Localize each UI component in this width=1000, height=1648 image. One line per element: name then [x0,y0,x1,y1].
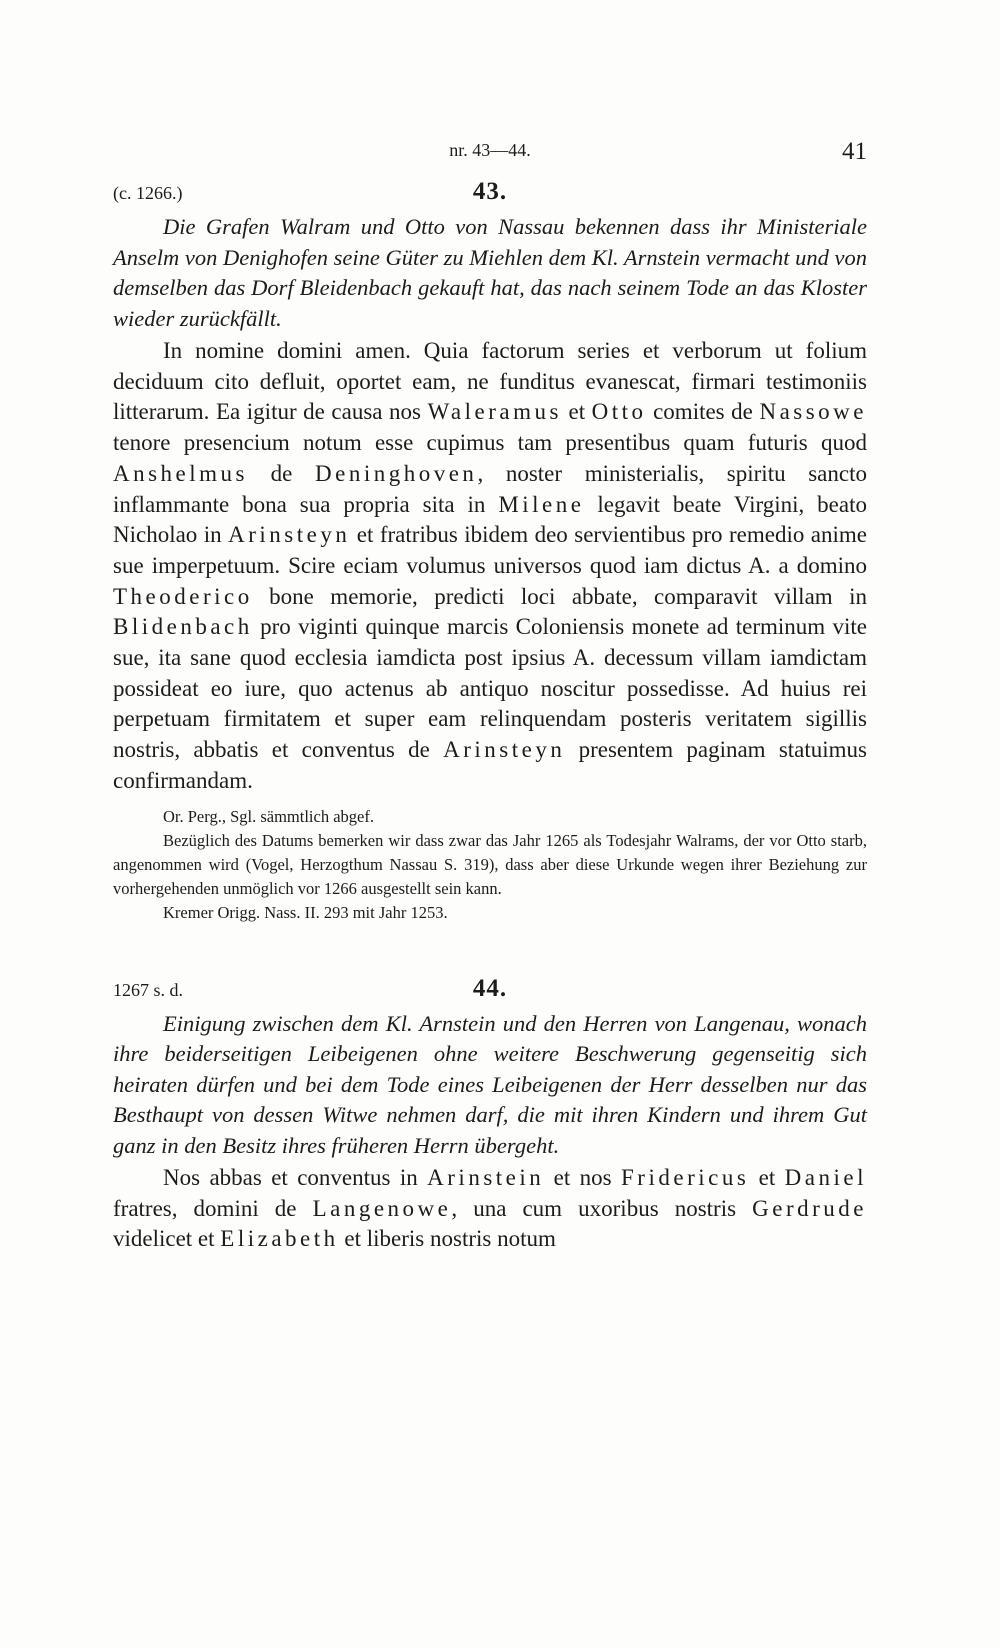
charter-text [113,1163,867,1255]
text-run: , una cum uxoribus nostris [451,1195,753,1221]
person-name: Waleramus [427,399,562,425]
entry-number: 44. [472,974,508,1002]
text-run: et [749,1165,785,1191]
text-run: fratres, domini de [113,1195,313,1221]
text-run: et liberis nostris notum [338,1226,556,1252]
person-name: Fridericus [621,1165,750,1191]
place-name: Arinsteyn [228,522,351,548]
text-run: de [248,460,316,486]
place-name: Nassowe [759,399,867,425]
text-run: et [561,399,592,425]
text-run: comites de [646,399,760,425]
entry-heading [113,969,867,1003]
regest-summary [113,212,867,334]
charter-paragraph [113,336,867,797]
running-header [113,138,867,168]
header-document-range: nr. 43—44. [449,140,531,160]
entry-44 [113,969,867,1256]
entry-date: 1267 s. d. [113,979,184,1000]
entry-number: 43. [472,178,508,205]
person-name: Otto [591,399,647,425]
document-column [113,172,867,1255]
charter-paragraph [113,1163,867,1255]
summary-text: Die Grafen Walram und Otto von Nassau bekennen dass ihr Ministeriale Anselm von Denighofen seine Güter zu Miehlen dem Kl. Arnstein vermacht und von demselben das Dorf Bleidenbach gekauft hat, das nach seinem Tode an das Kloster wieder zurückfällt. [113,214,867,331]
text-run: et nos [544,1165,622,1191]
text-run: pro viginti quinque marcis Coloniensis monete ad terminum vite sue, ita sane quod ecclesia iamdicta post ipsius A. decessum villam iamdictam possideat eo iure, quo actenus ab antiquo noscitur possedisse. Ad huius rei perpetuam firmitatem et super eam relinquendam posteris veritatem sigillis nostris, abbatis et conventus de [113,614,867,763]
person-name: Theoderico [113,583,253,609]
place-name: Langenowe [312,1195,452,1221]
place-name: Deninghoven [315,460,478,486]
place-name: Milene [498,491,585,517]
commentary-note: Bezüglich des Datums bemerken wir dass zwar das Jahr 1265 als Todesjahr Walrams, der vor Otto starb, angenommen wird (Vogel, Herzogthum Nassau S. 319), dass aber diese Urkunde wegen ihrer Beziehung zur vorhergehenden unmöglich vor 1266 ausgestellt sein kann. [113,830,867,898]
page-number: 41 [842,138,867,165]
text-run: , noster ministerialis, spiritu sancto inflammante bona sua propria sita in [113,460,867,517]
entry-heading [113,172,867,206]
entry-date: (c. 1266.) [113,183,183,203]
text-run: legavit beate Virgini, beato Nicholao in [113,491,867,548]
text-run: In nomine domini amen. Quia factorum series et verborum ut folium deciduum cito defluit, oportet eam, ne funditus evanescat, firmari testimoniis litterarum. Ea igitur de causa nos [113,338,867,425]
source-note: Or. Perg., Sgl. sämmtlich abgef. [163,806,374,826]
person-name: Elizabeth [220,1226,339,1252]
regest-summary [113,1009,867,1162]
editorial-notes [113,805,867,925]
text-run: Nos abbas et conventus in [163,1165,428,1191]
charter-text [113,336,867,797]
reference-note: Kremer Origg. Nass. II. 293 mit Jahr 1253. [163,902,448,922]
person-name: Gerdrude [752,1195,867,1221]
text-run: bone memorie, predicti loci abbate, comparavit villam in [252,583,867,609]
text-run: et fratribus ibidem deo servientibus pro remedio anime sue imperpetuum. Scire eciam volumus universos quod iam dictus A. a domino [113,522,867,578]
person-name: Daniel [784,1165,867,1191]
summary-text: Einigung zwischen dem Kl. Arnstein und den Herren von Langenau, wonach ihre beiderseitigen Leibeigenen ohne weitere Beschwerung gegenseitig sich heiraten dürfen und bei dem Tode eines Leibeigenen der Herr desselben nur das Besthaupt von dessen Witwe nehmen darf, die mit ihren Kindern und ihrem Gut ganz in den Besitz ihres früheren Herrn übergeht. [113,1010,867,1158]
entry-43 [113,172,867,925]
place-name: Arinstein [427,1165,545,1191]
place-name: Arinsteyn [443,737,566,763]
place-name: Blidenbach [113,614,253,640]
person-name: Anshelmus [113,460,248,486]
entry-separator [113,925,867,969]
text-run: videlicet et [113,1226,221,1252]
text-run: tenore presencium notum esse cupimus tam presentibus quam futuris quod [113,430,867,456]
text-run: presentem paginam statuimus confirmandam. [113,737,867,793]
